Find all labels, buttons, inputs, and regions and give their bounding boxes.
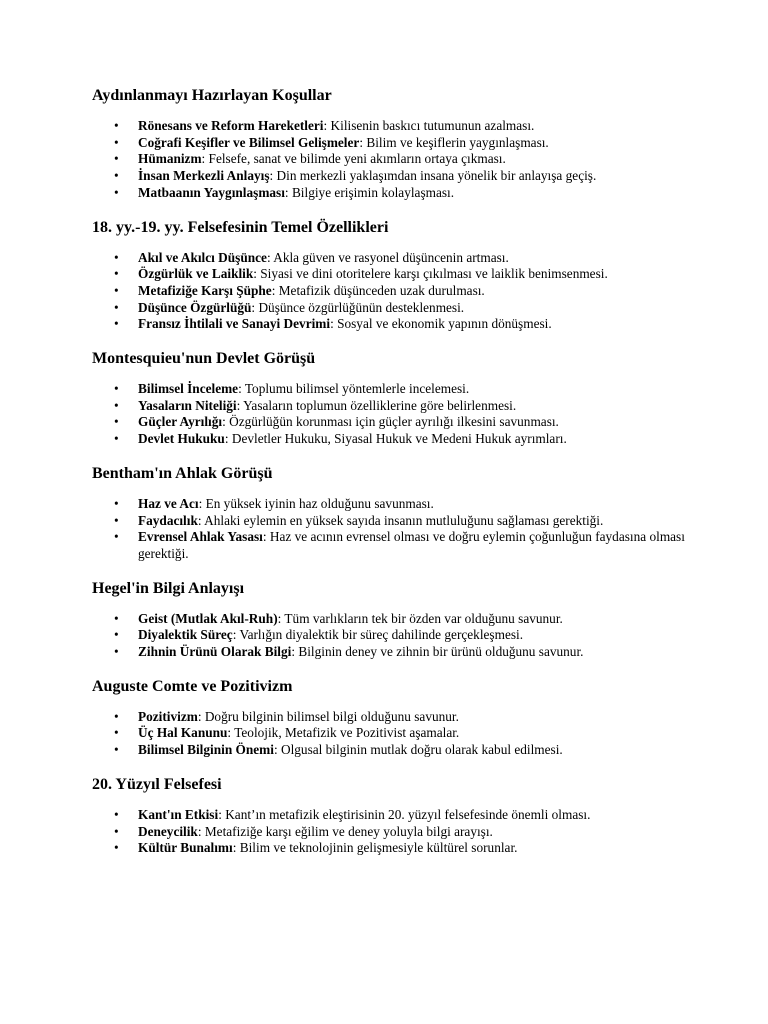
list-item [92,118,694,135]
section-heading: 18. yy.-19. yy. Felsefesinin Temel Özellikleri [92,218,389,236]
section-heading: Bentham'ın Ahlak Görüşü [92,464,273,482]
bullet-list [92,496,692,563]
bullet-icon: • [114,529,119,545]
item-term: Üç Hal Kanunu [138,725,228,741]
item-term: Bilimsel Bilginin Önemi [138,742,274,758]
item-term: Özgürlük ve Laiklik [138,266,254,282]
item-text: : Felsefe, sanat ve bilimde yeni akımların ortaya çıkması. [201,151,506,167]
item-text: : Metafizik düşünceden uzak durulması. [271,282,485,298]
item-term: Matbaanın Yaygınlaşması [138,184,285,200]
item-text: : Akla güven ve rasyonel düşüncenin artması. [266,249,509,265]
item-text: : Yasaların toplumun özelliklerine göre belirlenmesi. [236,397,517,413]
bullet-icon: • [114,151,119,167]
bullet-icon: • [114,414,119,430]
bullet-icon: • [114,184,119,200]
bullet-list [92,709,692,759]
list-item [92,627,694,644]
bullet-icon: • [114,708,119,724]
item-text: : Ahlaki eylemin en yüksek sayıda insanın mutluluğunu sağlaması gerektiği. [197,512,604,528]
item-term: Bilimsel İnceleme [138,381,239,397]
item-text: : Varlığın diyalektik bir süreç dahilinde gerçekleşmesi. [232,627,524,643]
item-term: Güçler Ayrılığı [138,414,223,430]
list-item [92,431,694,448]
item-text: : Doğru bilginin bilimsel bilgi olduğunu savunur. [197,708,459,724]
item-text: : En yüksek iyinin haz olduğunu savunması. [198,495,434,511]
item-term: Zihnin Ürünü Olarak Bilgi [138,644,292,660]
list-item [92,496,694,513]
section-heading: Aydınlanmayı Hazırlayan Koşullar [92,87,332,104]
section-heading: 20. Yüzyıl Felsefesi [92,775,222,793]
list-item [92,824,694,841]
bullet-icon: • [114,397,119,413]
item-text: : Tüm varlıkların tek bir özden var olduğunu savunur. [277,610,563,626]
list-item [92,283,694,300]
item-text: : Özgürlüğün korunması için güçler ayrılığı ilkesini savunması. [222,414,559,430]
item-term: Coğrafi Keşifler ve Bilimsel Gelişmeler [138,134,360,150]
bullet-list [92,250,692,334]
item-text: : Bilginin deney ve zihnin bir ürünü olduğunu savunur. [291,644,584,660]
list-item [92,266,694,283]
bullet-icon: • [114,495,119,511]
section-heading: Auguste Comte ve Pozitivizm [92,677,293,695]
list-item [92,529,694,562]
bullet-icon: • [114,742,119,758]
list-item [92,135,694,152]
item-term: Pozitivizm [138,708,198,724]
item-term: İnsan Merkezli Anlayış [138,168,270,184]
list-item [92,250,694,267]
list-item [92,807,694,824]
bullet-icon: • [114,644,119,660]
item-term: Metafiziğe Karşı Şüphe [138,282,272,298]
item-term: Kant'ın Etkisi [138,806,219,822]
bullet-list [92,118,692,202]
item-text: : Bilgiye erişimin kolaylaşması. [284,184,455,200]
list-item [92,725,694,742]
section-20-yuzyil [92,775,692,857]
bullet-icon: • [114,282,119,298]
section-bentham [92,464,692,563]
item-text: : Bilim ve keşiflerin yaygınlaşması. [359,134,549,150]
item-text: : Toplumu bilimsel yöntemlerle incelemesi. [238,381,470,397]
bullet-icon: • [114,134,119,150]
item-term: Hümanizm [138,151,202,167]
item-term: Geist (Mutlak Akıl-Ruh) [138,610,278,626]
bullet-icon: • [114,823,119,839]
item-text: : Devletler Hukuku, Siyasal Hukuk ve Medeni Hukuk ayrımları. [224,431,567,447]
item-term: Haz ve Acı [138,495,199,511]
item-text: : Siyasi ve dini otoritelere karşı çıkılması ve laiklik benimsenmesi. [253,266,608,282]
item-term: Yasaların Niteliği [138,397,237,413]
section-montesquieu [92,349,692,448]
list-item [92,742,694,759]
bullet-icon: • [114,840,119,856]
bullet-icon: • [114,249,119,265]
bullet-icon: • [114,168,119,184]
item-text: : Kant’ın metafizik eleştirisinin 20. yüzyıl felsefesinde önemli olması. [218,806,591,822]
item-text: : Metafiziğe karşı eğilim ve deney yoluyla bilgi arayışı. [197,823,493,839]
list-item [92,611,694,628]
bullet-icon: • [114,431,119,447]
item-text: : Din merkezli yaklaşımdan insana yönelik bir anlayışa geçiş. [269,168,597,184]
bullet-icon: • [114,381,119,397]
list-item [92,168,694,185]
section-hegel [92,579,692,661]
bullet-icon: • [114,806,119,822]
section-heading: Hegel'in Bilgi Anlayışı [92,579,245,597]
bullet-list [92,807,692,857]
item-text: : Haz ve acının evrensel olması ve doğru eylemin çoğunluğun faydasına olması gerektiği. [138,529,685,561]
list-item [92,709,694,726]
list-item [92,300,694,317]
item-term: Deneycilik [138,823,198,839]
list-item [92,414,694,431]
item-text: : Teolojik, Metafizik ve Pozitivist aşamalar. [227,725,460,741]
list-item [92,151,694,168]
item-term: Düşünce Özgürlüğü [138,299,252,315]
item-term: Faydacılık [138,512,198,528]
section-heading: Montesquieu'nun Devlet Görüşü [92,350,316,368]
list-item [92,840,694,857]
section-comte [92,677,692,759]
bullet-list [92,381,692,448]
bullet-icon: • [114,627,119,643]
item-term: Evrensel Ahlak Yasası [138,529,263,545]
item-text: : Bilim ve teknolojinin gelişmesiyle kültürel sorunlar. [232,840,518,856]
bullet-icon: • [114,118,119,133]
item-term: Devlet Hukuku [138,431,225,447]
item-term: Kültür Bunalımı [138,840,233,856]
item-term: Rönesans ve Reform Hareketleri [138,118,324,133]
document-body [92,86,692,857]
section-aydinlanma [92,86,692,202]
item-text: : Sosyal ve ekonomik yapının dönüşmesi. [330,316,552,332]
list-item [92,513,694,530]
bullet-icon: • [114,610,119,626]
list-item [92,381,694,398]
bullet-icon: • [114,299,119,315]
item-term: Akıl ve Akılcı Düşünce [138,249,267,265]
bullet-icon: • [114,316,119,332]
list-item [92,316,694,333]
list-item [92,185,694,202]
list-item [92,644,694,661]
bullet-icon: • [114,512,119,528]
item-text: : Kilisenin baskıcı tutumunun azalması. [323,118,535,133]
list-item [92,398,694,415]
bullet-icon: • [114,725,119,741]
item-text: : Olgusal bilginin mutlak doğru olarak kabul edilmesi. [273,742,563,758]
bullet-icon: • [114,266,119,282]
bullet-list [92,611,692,661]
item-text: : Düşünce özgürlüğünün desteklenmesi. [251,299,465,315]
item-term: Diyalektik Süreç [138,627,233,643]
item-term: Fransız İhtilali ve Sanayi Devrimi [138,316,331,332]
section-18-19-yy [92,218,692,334]
